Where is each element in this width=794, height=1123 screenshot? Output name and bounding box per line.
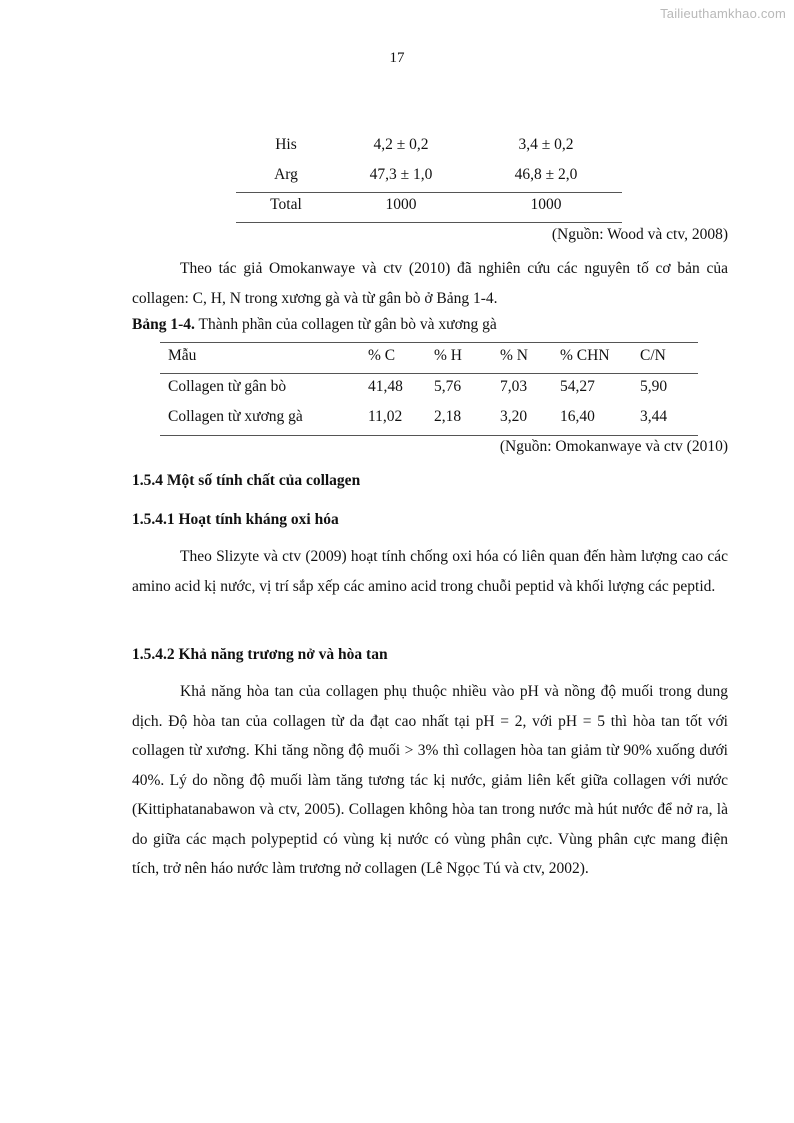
solubility-paragraph-text: Khả năng hòa tan của collagen phụ thuộc nhiều vào pH và nồng độ muối trong dung dịch. Độ hòa tan của collagen từ da đạt cao nhất tại pH = 2, với pH = 5 thì hòa tan tốt với collagen từ xương. Khi tăng nồng độ muối > 3% thì collagen hòa tan giảm từ 90% xuống dưới 40%. Lý do nồng độ muối làm tăng tương tác kị nước, giảm liên kết giữa collagen với nước (Kittiphatanabawon và ctv, 2005). Collagen không hòa tan trong nước mà hút nước để nở ra, là do giữa các mạch polypeptid có vùng kị nước có vùng phân cực. Vùng phân cực mang điện tích, trở nên háo nước làm trương nở collagen (Lê Ngọc Tú và ctv, 2002).: [132, 683, 728, 877]
table2-caption-text: Thành phần của collagen từ gân bò và xương gà: [194, 316, 497, 333]
table-cell: Arg: [274, 166, 298, 183]
antioxidant-paragraph-text: Theo Slizyte và ctv (2009) hoạt tính chống oxi hóa có liên quan đến hàm lượng cao các amino acid kị nước, vị trí sắp xếp các amino acid trong chuỗi peptid và khối lượng các peptid.: [132, 548, 728, 595]
column-header: % N: [500, 347, 528, 364]
column-header: % C: [368, 347, 396, 364]
table-header-row: [160, 342, 698, 372]
table-cell: 46,8 ± 2,0: [514, 166, 578, 183]
table-cell: 3,44: [640, 408, 668, 425]
column-header: Mẫu: [168, 347, 197, 364]
table-cell: His: [275, 136, 297, 153]
table2-source: (Nguồn: Omokanwaye và ctv (2010): [499, 438, 728, 455]
antioxidant-paragraph: [132, 542, 728, 601]
page-number: 17: [389, 50, 405, 66]
table2-caption: [132, 316, 497, 334]
section-heading-1-5-4-2: 1.5.4.2 Khả năng trương nở và hòa tan: [132, 646, 388, 663]
column-header: % CHN: [560, 347, 610, 364]
table-cell: 3,4 ± 0,2: [518, 136, 574, 153]
intro-paragraph: [132, 254, 728, 313]
table-row: [236, 133, 622, 163]
table-cell: 4,2 ± 0,2: [373, 136, 429, 153]
table-cell: 1000: [530, 196, 562, 213]
table-row: [236, 163, 622, 193]
table-cell: 2,18: [434, 408, 462, 425]
table2-caption-label: Bảng 1-4.: [132, 316, 195, 333]
column-header: C/N: [640, 347, 666, 364]
table-cell: 7,03: [500, 378, 528, 395]
solubility-paragraph: [132, 677, 728, 884]
section-heading-1-5-4-1: 1.5.4.1 Hoạt tính kháng oxi hóa: [132, 511, 339, 528]
table-cell: 54,27: [560, 378, 595, 395]
table-cell: 11,02: [368, 408, 403, 425]
table-cell: 3,20: [500, 408, 528, 425]
collagen-composition-table: [160, 342, 698, 433]
table-cell: 47,3 ± 1,0: [369, 166, 433, 183]
table-bottom-rule: [236, 222, 622, 223]
table-bottom-rule: [160, 435, 698, 436]
table1-source: (Nguồn: Wood và ctv, 2008): [551, 226, 728, 243]
table-total-row: [236, 193, 622, 223]
table-row: [160, 373, 698, 403]
table-cell: 5,90: [640, 378, 668, 395]
table-cell: 5,76: [434, 378, 462, 395]
table-cell: Collagen từ gân bò: [168, 378, 287, 395]
table-cell: Total: [270, 196, 302, 213]
table-row: [160, 403, 698, 433]
table-cell: 16,40: [560, 408, 595, 425]
table-cell: 1000: [385, 196, 417, 213]
column-header: % H: [434, 347, 462, 364]
amino-acid-table: [236, 133, 622, 223]
section-heading-1-5-4: 1.5.4 Một số tính chất của collagen: [132, 472, 361, 489]
intro-paragraph-text: Theo tác giả Omokanwaye và ctv (2010) đã nghiên cứu các nguyên tố cơ bản của collagen: C, H, N trong xương gà và từ gân bò ở Bảng 1-4.: [132, 260, 728, 307]
watermark: Tailieuthamkhao.com: [660, 6, 786, 21]
table-cell: Collagen từ xương gà: [168, 408, 303, 425]
table-cell: 41,48: [368, 378, 403, 395]
